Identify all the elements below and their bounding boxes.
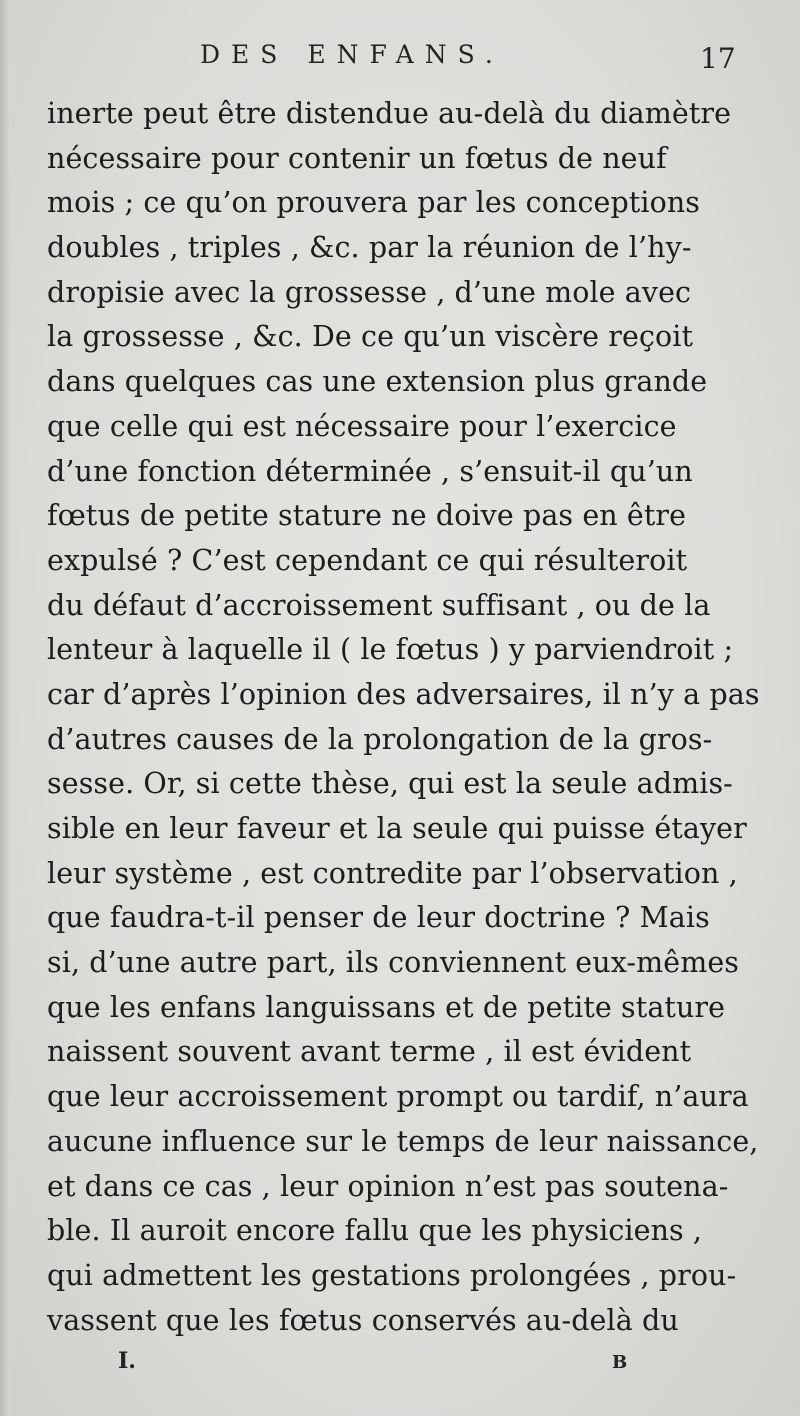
text-line: sesse. Or, si cette thèse, qui est la seule admis- <box>47 767 733 801</box>
text-line: mois ; ce qu’on prouvera par les conceptions <box>47 186 701 220</box>
running-title: DES ENFANS. <box>200 40 504 69</box>
text-line: fœtus de petite stature ne doive pas en être <box>47 499 687 533</box>
page-edge-shadow <box>0 0 10 1416</box>
text-line: leur système , est contredite par l’observation , <box>47 856 738 890</box>
text-line: vassent que les fœtus conservés au-delà du <box>47 1303 679 1337</box>
text-line: naissent souvent avant terme , il est évident <box>47 1035 692 1069</box>
text-line: dropisie avec la grossesse , d’une mole avec <box>47 275 692 309</box>
text-line: nécessaire pour contenir un fœtus de neuf <box>47 141 667 175</box>
page-number: 17 <box>700 42 736 75</box>
text-line: d’une fonction déterminée , s’ensuit-il qu’un <box>47 454 693 488</box>
text-line: car d’après l’opinion des adversaires, il n’y a pas <box>47 677 760 711</box>
text-line: ble. Il auroit encore fallu que les physiciens , <box>47 1214 703 1248</box>
text-line: expulsé ? C’est cependant ce qui résulteroit <box>47 543 688 577</box>
text-line: et dans ce cas , leur opinion n’est pas soutena- <box>47 1169 729 1203</box>
text-line: aucune influence sur le temps de leur naissance, <box>47 1124 759 1158</box>
signature-mark-left: I. <box>118 1348 136 1374</box>
text-line: sible en leur faveur et la seule qui puisse étayer <box>47 812 747 845</box>
text-line: d’autres causes de la prolongation de la gros- <box>47 722 713 756</box>
text-line: si, d’une autre part, ils conviennent eux-mêmes <box>47 946 740 980</box>
text-line: qui admettent les gestations prolongées , prou- <box>47 1258 737 1292</box>
text-line: inerte peut être distendue au-delà du diamètre <box>47 97 732 130</box>
body-text <box>47 92 760 1343</box>
text-line: lenteur à laquelle il ( le fœtus ) y parviendroit ; <box>47 633 734 667</box>
text-line: dans quelques cas une extension plus grande <box>47 365 708 399</box>
text-line: que faudra-t-il penser de leur doctrine ? Mais <box>47 901 710 935</box>
text-line: du défaut d’accroissement suffisant , ou de la <box>47 588 711 622</box>
text-line: que celle qui est nécessaire pour l’exercice <box>47 409 677 443</box>
text-line: que leur accroissement prompt ou tardif, n’aura <box>47 1080 749 1114</box>
text-line: doubles , triples , &c. par la réunion de l’hy- <box>47 231 692 265</box>
signature-mark-right: B <box>612 1352 628 1373</box>
text-line: que les enfans languissans et de petite stature <box>47 990 726 1024</box>
text-line: la grossesse , &c. De ce qu’un viscère reçoit <box>47 320 694 354</box>
